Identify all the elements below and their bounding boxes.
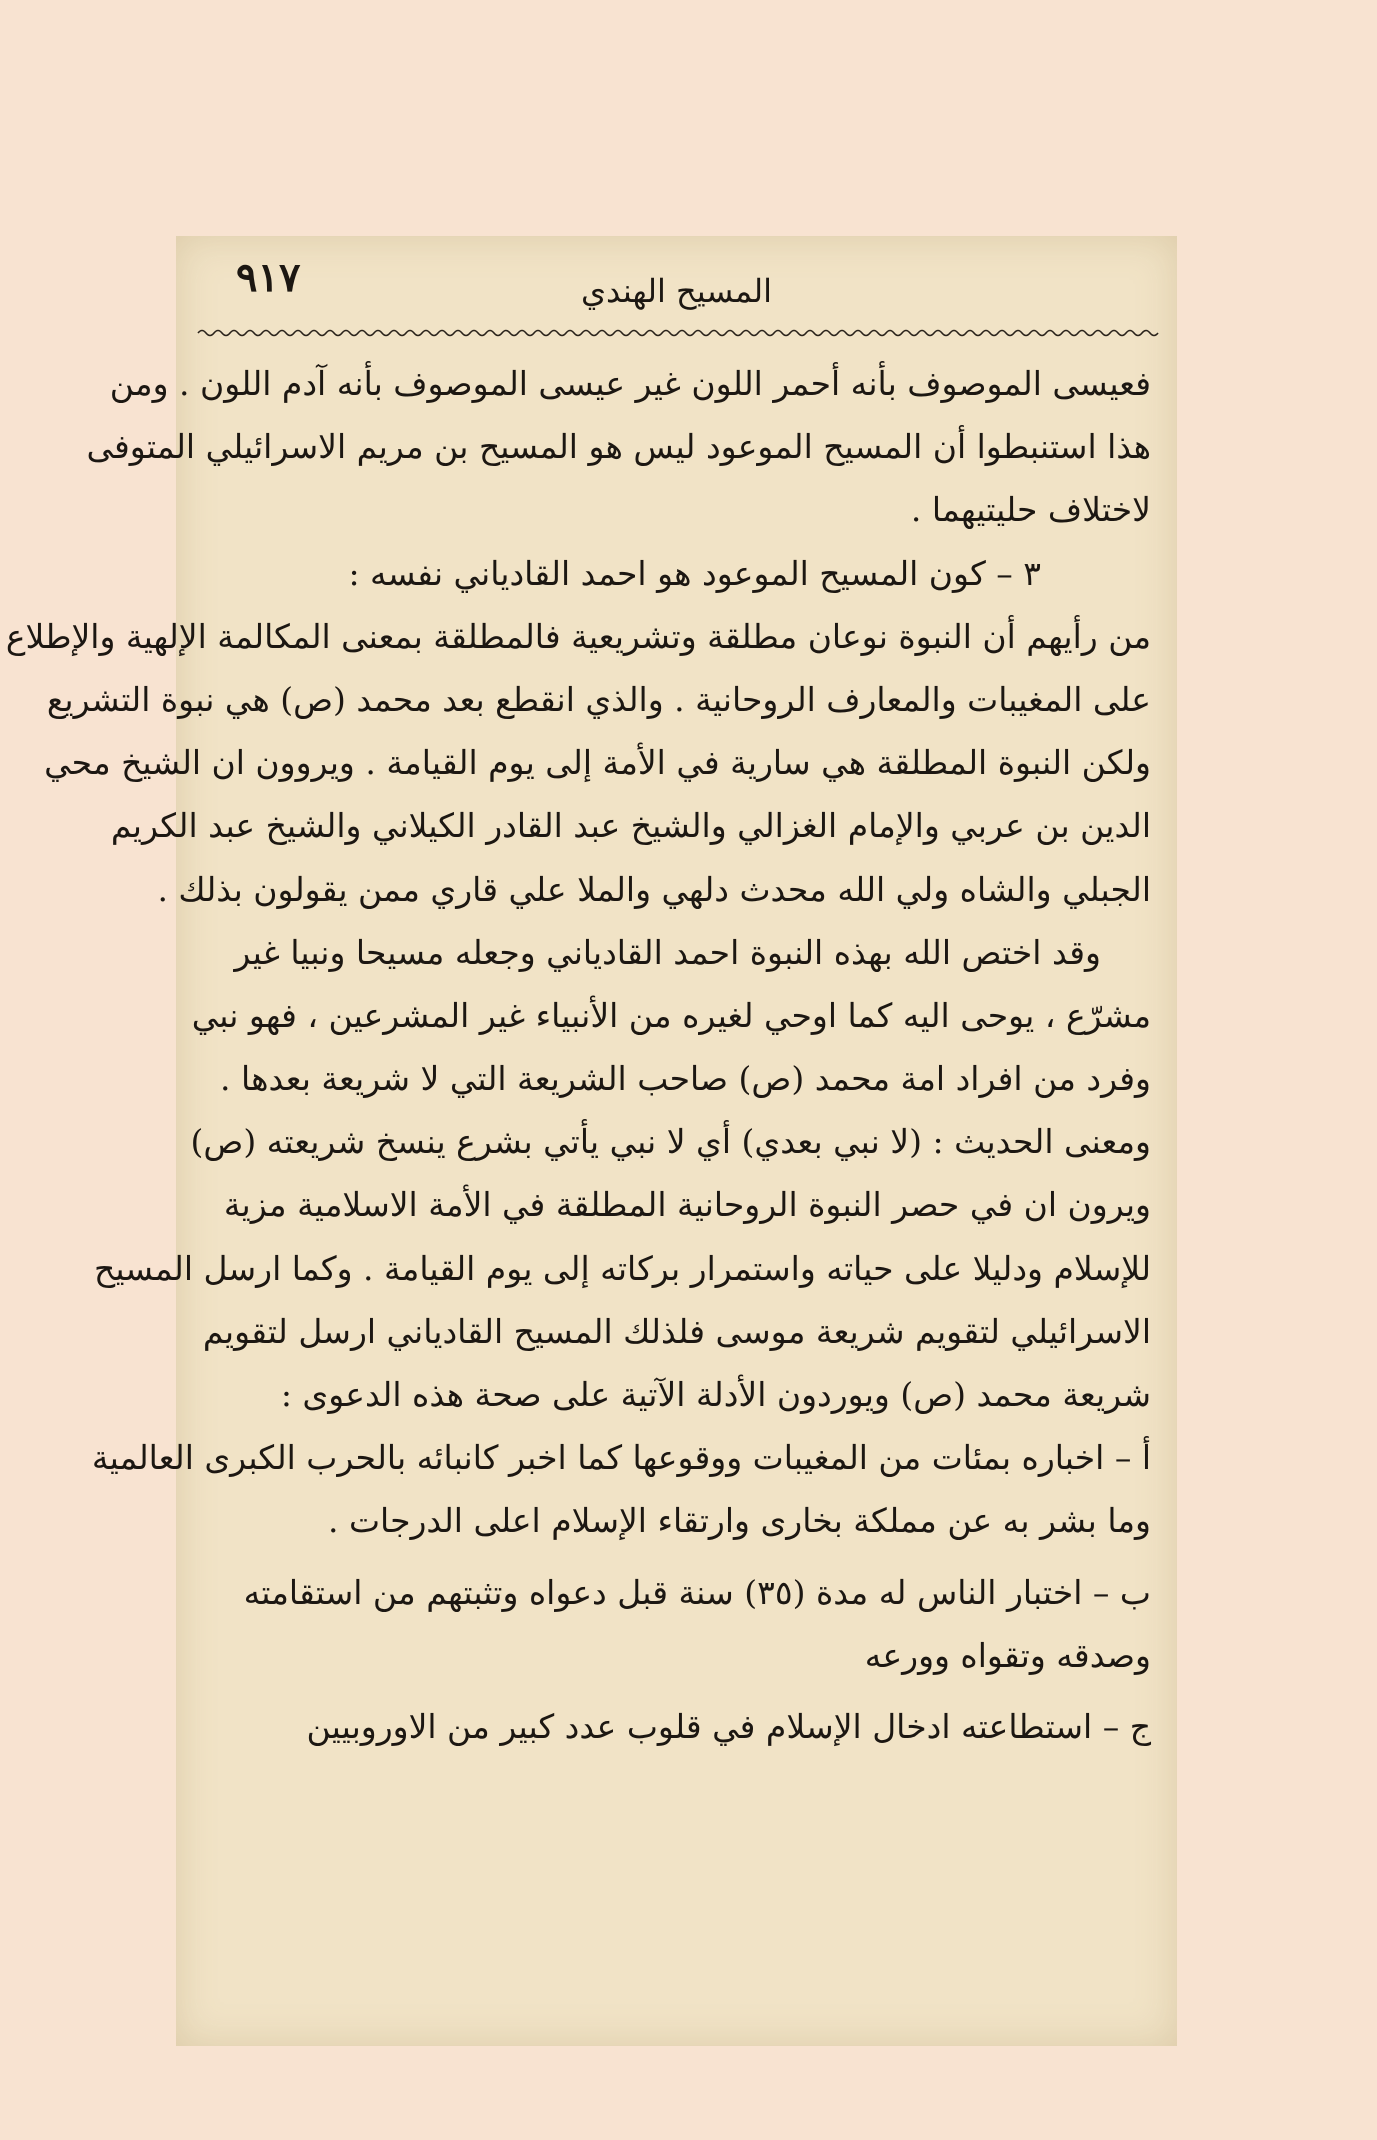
text-line: مشرّع ، يوحى اليه كما اوحي لغيره من الأنبياء غير المشرعين ، فهو نبي [191,995,1151,1035]
text-line: وفرد من افراد امة محمد (ص) صاحب الشريعة التي لا شريعة بعدها . [220,1059,1151,1099]
text-line: ويرون ان في حصر النبوة الروحانية المطلقة في الأمة الاسلامية مزية [223,1185,1151,1225]
text-line: فعيسى الموصوف بأنه أحمر اللون غير عيسى الموصوف بأنه آدم اللون . ومن [109,364,1151,403]
decorative-wavy-rule [198,328,1155,338]
body-text [5,352,1151,1758]
section-heading: ٣ – كون المسيح الموعود هو احمد القادياني نفسه : [348,553,1041,593]
list-item-c: ج – استطاعته ادخال الإسلام في قلوب عدد كبير من الاوروبيين [306,1706,1151,1746]
book-page [5,236,1177,2046]
text-line: الدين بن عربي والإمام الغزالي والشيخ عبد القادر الكيلاني والشيخ عبد الكريم [110,806,1151,846]
list-item-a: أ – اخباره بمئات من المغيبات ووقوعها كما اخبر كانبائه بالحرب الكبرى العالمية [91,1438,1151,1478]
text-line: على المغيبات والمعارف الروحانية . والذي انقطع بعد محمد (ص) هي نبوة التشريع [46,679,1151,719]
page-header [176,236,1177,326]
text-line: وصدقه وتقواه وورعه [864,1635,1151,1675]
text-line: من رأيهم أن النبوة نوعان مطلقة وتشريعية فالمطلقة بمعنى المكالمة الإلهية والإطلاع [5,616,1151,656]
running-title: المسيح الهندي [580,272,773,310]
text-line: الجبلي والشاه ولي الله محدث دلهي والملا علي قاري ممن يقولون بذلك . [157,869,1151,909]
list-item-b: ب – اختبار الناس له مدة (٣٥) سنة قبل دعواه وتثبتهم من استقامته [243,1572,1151,1612]
text-line: هذا استنبطوا أن المسيح الموعود ليس هو المسيح بن مريم الاسرائيلي المتوفى [86,427,1151,467]
text-line: ولكن النبوة المطلقة هي سارية في الأمة إلى يوم القيامة . ويروون ان الشيخ محي [44,743,1151,783]
text-line: للإسلام ودليلا على حياته واستمرار بركاته إلى يوم القيامة . وكما ارسل المسيح [94,1248,1151,1288]
text-line: لاختلاف حليتيهما . [910,490,1151,530]
text-line: الاسرائيلي لتقويم شريعة موسى فلذلك المسيح القادياني ارسل لتقويم [202,1311,1151,1351]
text-line: وما بشر به عن مملكة بخارى وارتقاء الإسلام اعلى الدرجات . [327,1501,1151,1541]
text-line: شريعة محمد (ص) ويوردون الأدلة الآتية على صحة هذه الدعوى : [280,1375,1151,1414]
text-line: وقد اختص الله بهذه النبوة احمد القادياني وجعله مسيحا ونبيا غير [234,932,1101,972]
text-line: ومعنى الحديث : (لا نبي بعدي) أي لا نبي يأتي بشرع ينسخ شريعته (ص) [190,1122,1151,1162]
page-number: ٩١٧ [236,254,301,301]
